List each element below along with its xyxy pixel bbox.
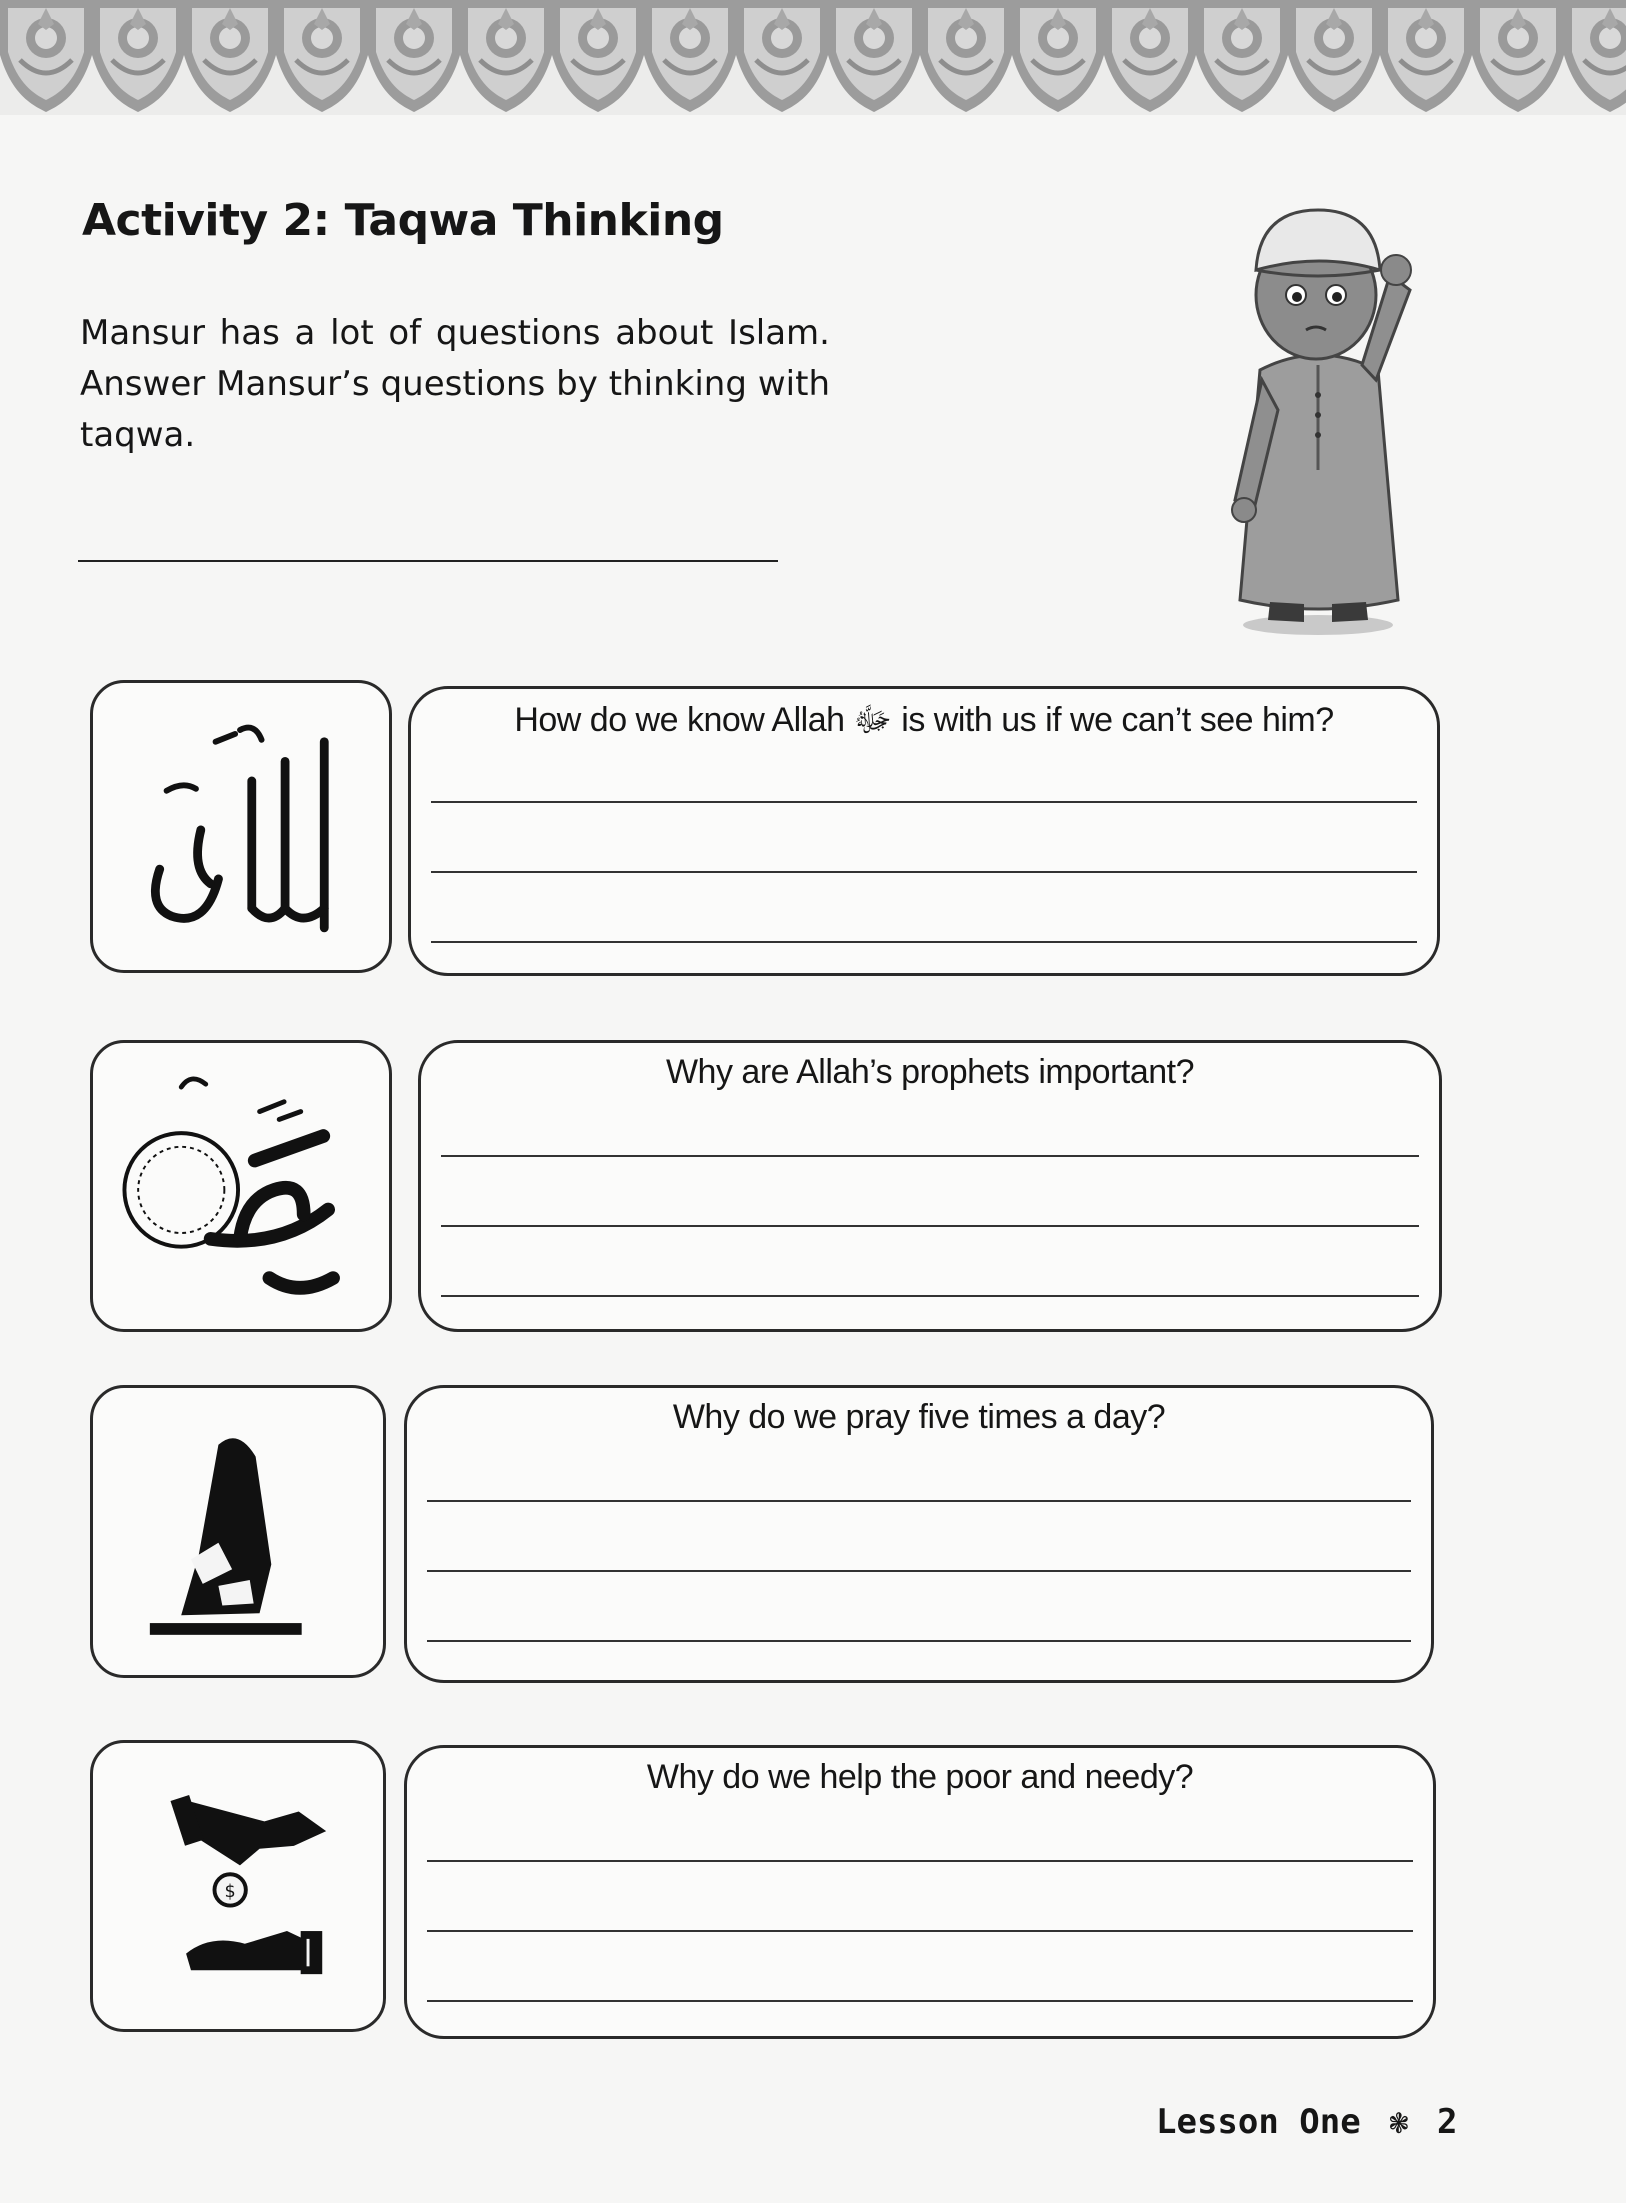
answer-line[interactable] <box>431 801 1417 803</box>
ornamental-border <box>0 0 1626 115</box>
page-number: 2 <box>1436 2102 1458 2142</box>
answer-line[interactable] <box>441 1295 1419 1297</box>
praying-person-icon <box>93 1388 383 1675</box>
answer-line[interactable] <box>427 1500 1411 1502</box>
question-2-text: Why are Allah’s prophets important? <box>665 1053 1195 1091</box>
answer-line[interactable] <box>427 1860 1413 1862</box>
mansur-character-illustration <box>1200 170 1440 640</box>
instructions-text: Mansur has a lot of questions about Islam. Answer Mansur’s questions by thinking with taqwa. <box>80 313 830 455</box>
answer-line[interactable] <box>427 2000 1413 2002</box>
lesson-label: Lesson One <box>1156 2102 1361 2142</box>
answer-line[interactable] <box>431 871 1417 873</box>
answer-line[interactable] <box>427 1930 1413 1932</box>
answer-box-1[interactable] <box>408 686 1440 976</box>
activity-title: Activity 2: Taqwa Thinking <box>82 195 724 246</box>
answer-line[interactable] <box>427 1570 1411 1572</box>
question-4-text: Why do we help the poor and needy? <box>646 1758 1194 1796</box>
answer-box-4[interactable] <box>404 1745 1436 2039</box>
answer-line[interactable] <box>441 1225 1419 1227</box>
icon-card-3 <box>90 1385 386 1678</box>
answer-box-3[interactable] <box>404 1385 1434 1683</box>
icon-card-4 <box>90 1740 386 2032</box>
icon-card-2 <box>90 1040 392 1332</box>
question-3-text: Why do we pray five times a day? <box>672 1398 1166 1436</box>
muhammad-calligraphy-icon <box>93 1043 389 1329</box>
answer-line[interactable] <box>431 941 1417 943</box>
allah-calligraphy-icon <box>93 683 389 970</box>
page-footer <box>1156 2102 1457 2142</box>
answer-box-2[interactable] <box>418 1040 1442 1332</box>
giving-hands-icon <box>93 1743 383 2029</box>
icon-card-1 <box>90 680 392 973</box>
writing-line <box>78 560 778 562</box>
answer-line[interactable] <box>441 1155 1419 1157</box>
flower-ornament-icon: ❃ <box>1389 2103 1409 2141</box>
answer-line[interactable] <box>427 1640 1411 1642</box>
question-1-text: How do we know Allah ﷻ is with us if we can’t see him? <box>514 701 1334 739</box>
svg-text:$: $ <box>224 1881 236 1902</box>
